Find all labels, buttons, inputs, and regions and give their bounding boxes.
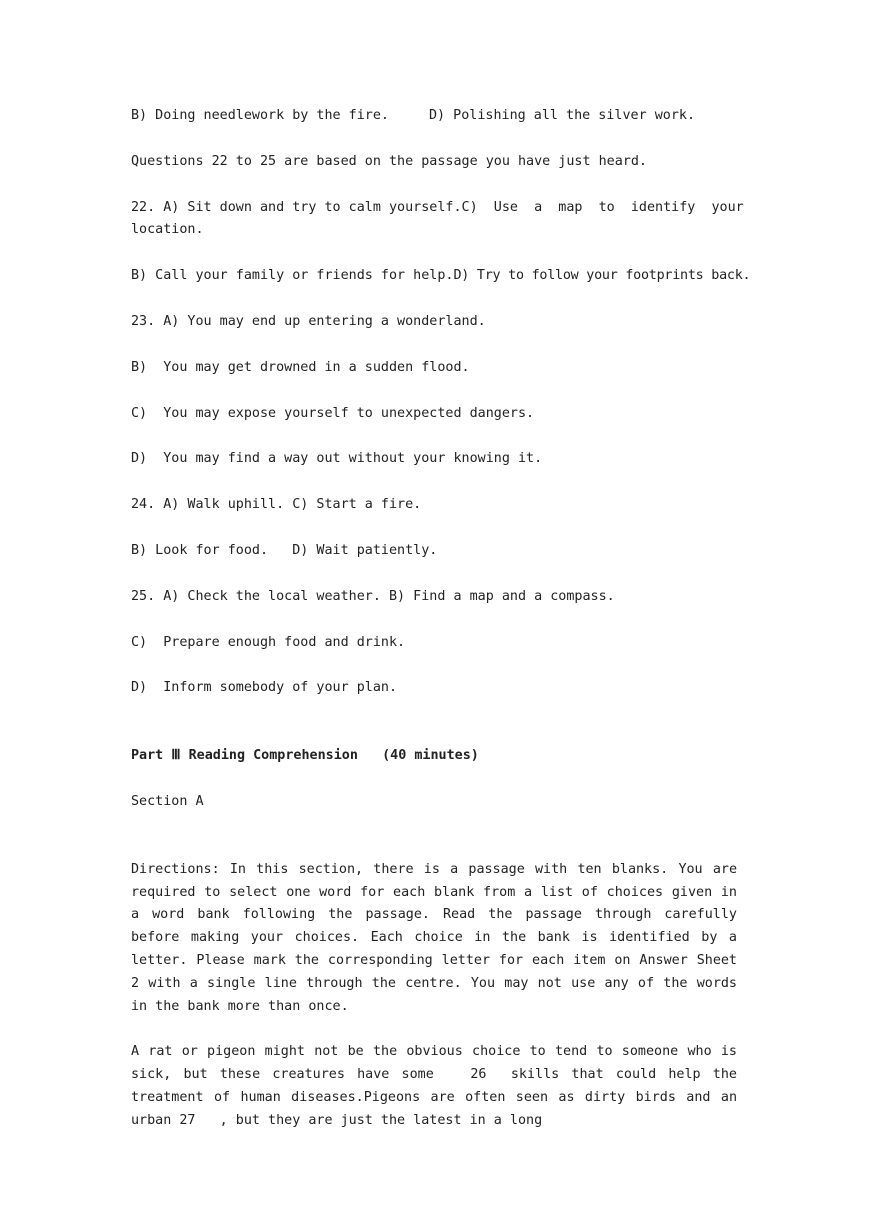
option-22a: 22. A) Sit down and try to calm yourself. <box>131 199 462 215</box>
q25-options-ab: 25. A) Check the local weather. B) Find a map and a compass. <box>131 588 615 604</box>
section-a-title: Section A <box>131 793 204 809</box>
q22-options-bd <box>131 265 751 288</box>
part3-heading: Part Ⅲ Reading Comprehension (40 minutes) <box>131 748 479 764</box>
option-21b: B) Doing needlework by the fire. <box>131 108 389 123</box>
option-21d: D) Polishing all the silver work. <box>428 108 696 123</box>
q24-options-ac: 24. A) Walk uphill. C) Start a fire. <box>131 497 422 513</box>
option-23a: 23. A) You may end up entering a wonderland. <box>131 313 486 329</box>
option-22b: B) Call your family or friends for help. <box>131 268 454 284</box>
option-22c-continued: location. <box>131 222 204 238</box>
option-23c: C) You may expose yourself to unexpected dangers. <box>131 405 535 421</box>
option-25d: D) Inform somebody of your plan. <box>131 680 398 696</box>
document-page <box>131 105 751 1156</box>
passage-paragraph: A rat or pigeon might not be the obvious choice to tend to someone who is sick, but these creatures have some 26 skills that could help the treatment of human diseases.Pigeons are often seen as dirty birds and an urban 27 , but they are just the latest in a long <box>131 1044 746 1128</box>
option-22d: D) Try to follow your footprints back. <box>453 268 751 284</box>
q24-options-bd: B) Look for food. D) Wait patiently. <box>131 542 438 558</box>
q22-options-ac <box>131 197 744 243</box>
option-23d: D) You may find a way out without your knowing it. <box>131 451 543 467</box>
q21-options-bd <box>131 105 737 128</box>
directions-paragraph: Directions: In this section, there is a passage with ten blanks. You are required to select one word for each blank from a list of choices given in a word bank following the passage. Read the passage through carefully before making your choices. Each choice in the bank is identified by a letter. Please mark the corresponding letter for each item on Answer Sheet 2 with a single line through the centre. You may not use any of the words in the bank more than once. <box>131 861 737 1014</box>
questions-22-25-intro: Questions 22 to 25 are based on the passage you have just heard. <box>131 153 647 169</box>
option-25c: C) Prepare enough food and drink. <box>131 634 406 650</box>
option-22c: C) Use a map to identify your <box>461 199 744 215</box>
option-23b: B) You may get drowned in a sudden flood. <box>131 359 470 375</box>
